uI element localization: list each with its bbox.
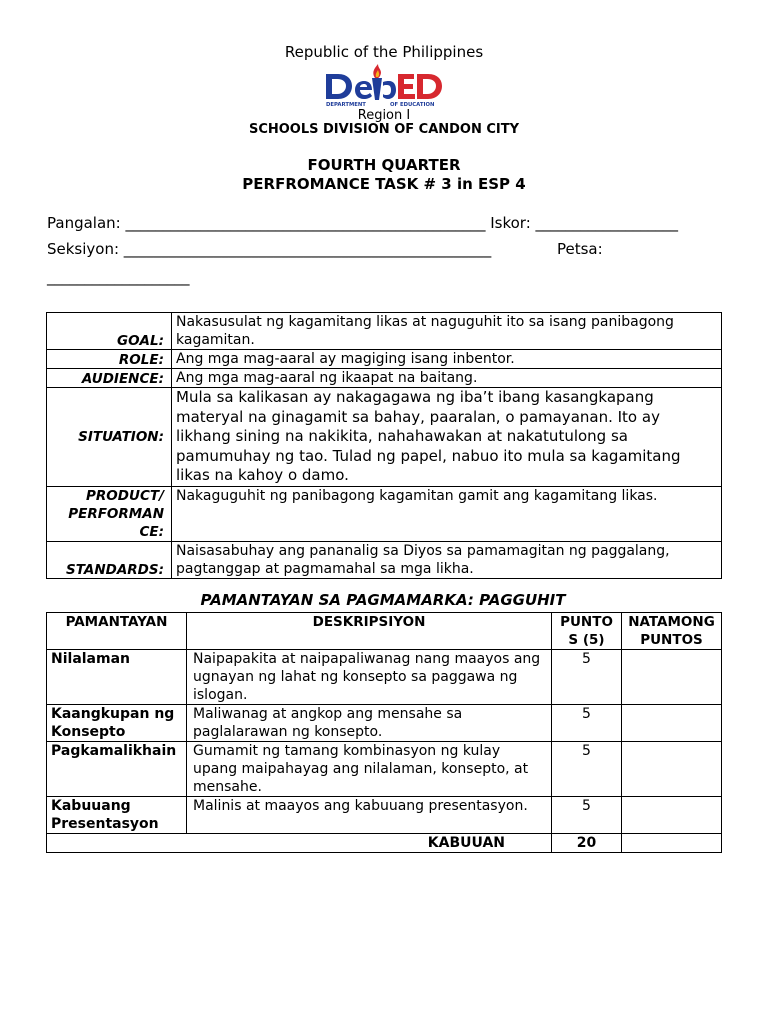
grasps-label: PRODUCT/ PERFORMAN CE: [47,487,172,542]
republic-heading: Republic of the Philippines [284,43,484,61]
rubric-points: 5 [552,742,622,797]
grasps-value: Nakasusulat ng kagamitang likas at naguguhit ito sa isang panibagong kagamitan. [172,313,722,350]
rubric-total-points: 20 [552,834,622,853]
rubric-title: PAMANTAYAN SA PAGMAMARKA: PAGGUHIT [200,591,566,609]
rubric-score-cell[interactable] [622,797,722,834]
grasps-label: GOAL: [47,313,172,350]
grasps-label: STANDARDS: [47,542,172,579]
petsa-line[interactable]: ___________________ [47,268,190,286]
rubric-total-score-cell[interactable] [622,834,722,853]
seksiyon-line[interactable]: Seksiyon: _________________________________________________ [47,240,492,258]
grasps-row-standards [47,542,722,579]
grasps-value: Naisasabuhay ang pananalig sa Diyos sa pamamagitan ng paggalang, pagtanggap at pagmamahal sa mga likha. [172,542,722,579]
deped-logo-graphic [322,62,446,108]
deped-logo [322,62,446,108]
rubric-header-deskripsiyon: DESKRIPSIYON [187,613,552,650]
grasps-value: Ang mga mag-aaral ng ikaapat na baitang. [172,369,722,388]
rubric-description: Gumamit ng tamang kombinasyon ng kulay upang maipahayag ang nilalaman, konsepto, at mensahe. [187,742,552,797]
rubric-criterion: Pagkamalikhain [47,742,187,797]
table-row [47,742,722,797]
grasps-label: ROLE: [47,350,172,369]
grasps-label: SITUATION: [47,388,172,487]
rubric-score-cell[interactable] [622,742,722,797]
rubric-points: 5 [552,797,622,834]
petsa-label: Petsa: [557,240,603,258]
rubric-header-natamong: NATAMONG PUNTOS [622,613,722,650]
pangalan-iskor-line[interactable]: Pangalan: ________________________________________________ Iskor: ___________________ [47,214,679,232]
rubric-description: Malinis at maayos ang kabuuang presentasyon. [187,797,552,834]
rubric-description: Naipapakita at naipapaliwanag nang maayos ang ugnayan ng lahat ng konsepto sa paggawa ng islogan. [187,650,552,705]
rubric-criterion: Nilalaman [47,650,187,705]
grasps-row-product [47,487,722,542]
rubric-table [46,612,722,853]
rubric-header-puntos: PUNTOS (5) [552,613,622,650]
grasps-value: Ang mga mag-aaral ay magiging isang inbentor. [172,350,722,369]
rubric-total-row [47,834,722,853]
rubric-criterion: Kabuuang Presentasyon [47,797,187,834]
grasps-row-situation [47,388,722,487]
grasps-row-audience [47,369,722,388]
grasps-label: AUDIENCE: [47,369,172,388]
rubric-description: Maliwanag at angkop ang mensahe sa paglalarawan ng konsepto. [187,705,552,742]
rubric-header-row [47,613,722,650]
rubric-score-cell[interactable] [622,650,722,705]
table-row [47,705,722,742]
rubric-criterion: Kaangkupan ng Konsepto [47,705,187,742]
region-label: Region I [357,108,411,123]
logo-sub-department: DEPARTMENT [326,102,366,108]
logo-sub-education: OF EDUCATION [390,102,435,108]
rubric-score-cell[interactable] [622,705,722,742]
rubric-header-pamantayan: PAMANTAYAN [47,613,187,650]
grasps-row-goal [47,313,722,350]
rubric-total-label: KABUUAN [47,834,552,853]
grasps-table [46,312,722,579]
grasps-row-role [47,350,722,369]
table-row [47,797,722,834]
grasps-value: Nakaguguhit ng panibagong kagamitan gamit ang kagamitang likas. [172,487,722,542]
grasps-value: Mula sa kalikasan ay nakagagawa ng iba’t ibang kasangkapang materyal na ginagamit sa bahay, paaralan, o pamayanan. Ito ay likhang sining na nakikita, nahahawakan at nakatutulong sa pamumuhay ng tao. Tulad ng papel, nabuo ito mula sa kagamitang likas na kahoy o damo. [172,388,722,487]
rubric-points: 5 [552,650,622,705]
quarter-title: FOURTH QUARTER [307,156,461,174]
division-label: SCHOOLS DIVISION OF CANDON CITY [248,122,520,137]
task-title: PERFROMANCE TASK # 3 in ESP 4 [242,175,526,193]
table-row [47,650,722,705]
rubric-points: 5 [552,705,622,742]
